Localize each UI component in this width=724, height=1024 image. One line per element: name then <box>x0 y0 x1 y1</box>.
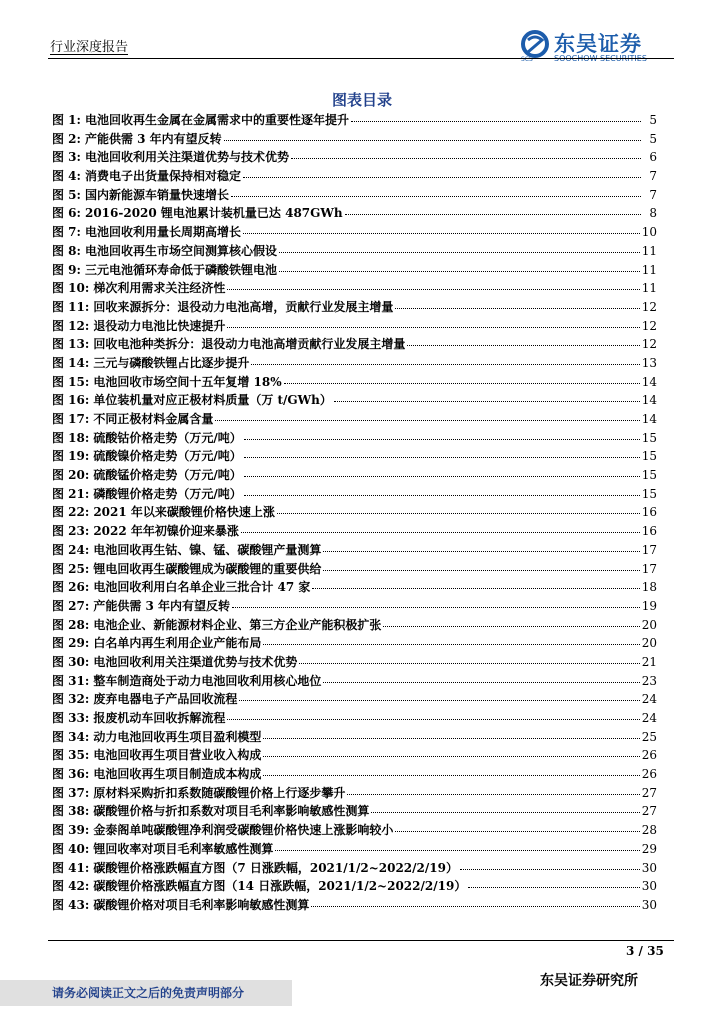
toc-entry-number: 图 16: <box>52 393 90 408</box>
toc-entry[interactable] <box>52 298 657 317</box>
toc-leader-dots <box>227 708 639 720</box>
toc-entry[interactable] <box>52 167 657 186</box>
toc-leader-dots <box>468 876 639 888</box>
toc-entry[interactable] <box>52 672 657 691</box>
toc-entry[interactable] <box>52 896 657 915</box>
toc-entry[interactable] <box>52 261 657 280</box>
svg-text:SCS: SCS <box>521 56 533 62</box>
toc-entry-title[interactable]: 电池回收市场空间十五年复增 18% <box>93 374 282 389</box>
toc-leader-dots <box>263 727 639 739</box>
toc-leader-dots <box>241 521 640 533</box>
toc-entry-page[interactable]: 25 <box>641 729 657 744</box>
toc-entry-title[interactable]: 动力电池回收再生项目盈利模型 <box>93 729 262 744</box>
toc-entry-title[interactable]: 电池回收利用量长周期高增长 <box>84 225 241 240</box>
toc-entry-page[interactable]: 21 <box>641 654 657 669</box>
toc-entry[interactable] <box>52 709 657 728</box>
toc-entry-number: 图 28: <box>52 617 90 632</box>
toc-entry-number: 图 26: <box>52 580 90 595</box>
toc-entry[interactable] <box>52 653 657 672</box>
toc-entry-page[interactable]: 15 <box>641 430 657 445</box>
disclaimer-bar <box>0 980 292 1006</box>
company-name: 东吴证券研究所 <box>540 973 638 989</box>
toc-entry-title[interactable]: 整车制造商处于动力电池回收利用核心地位 <box>93 673 322 688</box>
toc-entry-number: 图 35: <box>52 748 90 763</box>
toc-entry[interactable] <box>52 690 657 709</box>
toc-entry-title[interactable]: 电池回收再生项目制造成本构成 <box>93 767 262 782</box>
toc-entry-number: 图 22: <box>52 505 90 520</box>
toc-entry-page[interactable]: 18 <box>641 580 657 595</box>
toc-entry-number: 图 37: <box>52 785 90 800</box>
toc-entry-page[interactable]: 12 <box>641 337 657 352</box>
toc-leader-dots <box>227 316 639 328</box>
toc-entry-number: 图 14: <box>52 355 90 370</box>
toc-entry-title[interactable]: 电池回收再生市场空间测算核心假设 <box>84 243 277 258</box>
toc-entry-page[interactable]: 26 <box>641 767 657 782</box>
toc-entry-title[interactable]: 2022 年年初镍价迎来暴涨 <box>93 524 239 539</box>
toc-entry-title[interactable]: 梯次利用需求关注经济性 <box>93 281 226 296</box>
toc-entry-number: 图 2: <box>52 131 81 146</box>
toc-entry-page[interactable]: 28 <box>641 823 657 838</box>
toc-entry-title[interactable]: 2021 年以来碳酸锂价格快速上涨 <box>93 505 275 520</box>
toc-leader-dots <box>232 596 640 608</box>
toc-leader-dots <box>239 689 639 701</box>
toc-entry[interactable] <box>52 186 657 205</box>
toc-entry-number: 图 25: <box>52 561 90 576</box>
toc-leader-dots <box>284 372 640 384</box>
toc-entry-title[interactable]: 不同正极材料金属含量 <box>93 412 214 426</box>
toc-entry[interactable] <box>52 130 657 149</box>
company-logo <box>520 28 672 70</box>
toc-leader-dots <box>323 559 639 571</box>
toc-entry[interactable] <box>52 485 657 504</box>
toc-entry[interactable] <box>52 335 657 354</box>
toc-entry-number: 图 18: <box>52 430 90 445</box>
toc-entry[interactable] <box>52 541 657 560</box>
toc-entry-title[interactable]: 三元电池循环寿命低于磷酸铁锂电池 <box>84 262 277 277</box>
toc-entry-number: 图 32: <box>52 692 90 707</box>
toc-entry-title[interactable]: 金泰阁单吨碳酸锂净利润受碳酸锂价格快速上涨影响较小 <box>93 823 394 838</box>
toc-entry-title[interactable]: 报废机动车回收拆解流程 <box>93 711 226 725</box>
toc-entry-page[interactable]: 30 <box>641 897 657 912</box>
toc-leader-dots <box>263 764 639 776</box>
toc-entry-title[interactable]: 电池回收再生项目营业收入构成 <box>93 748 262 763</box>
toc-entry-page[interactable]: 6 <box>649 150 657 165</box>
toc-entry-title[interactable]: 碳酸锂价格对项目毛利率影响敏感性测算 <box>93 897 310 912</box>
toc-entry-page[interactable]: 17 <box>641 542 657 557</box>
toc-entry-number: 图 41: <box>52 860 90 875</box>
toc-entry-page[interactable]: 16 <box>641 505 657 520</box>
toc-entry-page[interactable]: 7 <box>649 169 657 184</box>
toc-leader-dots <box>460 858 640 870</box>
toc-entry-title[interactable]: 电池回收利用白名单企业三批合计 47 家 <box>93 580 311 595</box>
toc-entry-page[interactable]: 30 <box>641 860 657 875</box>
toc-entry-page[interactable]: 24 <box>641 711 657 725</box>
toc-entry[interactable] <box>52 597 657 616</box>
toc-entry-number: 图 1: <box>52 113 81 127</box>
toc-entry-page[interactable]: 12 <box>641 299 657 314</box>
toc-entry[interactable] <box>52 148 657 167</box>
toc-entry[interactable] <box>52 373 657 392</box>
toc-entry-number: 图 11: <box>52 299 90 314</box>
toc-entry-number: 图 31: <box>52 673 90 688</box>
toc-entry-number: 图 4: <box>52 169 81 184</box>
toc-entry[interactable] <box>52 578 657 597</box>
toc-entry-number: 图 42: <box>52 879 90 894</box>
report-category: 行业深度报告 <box>50 40 129 55</box>
toc-entry[interactable] <box>52 560 657 579</box>
toc-leader-dots <box>323 671 639 683</box>
toc-entry-title[interactable]: 退役动力电池比快速提升 <box>93 318 226 333</box>
toc-entry-title[interactable]: 电池回收利用关注渠道优势与技术优势 <box>93 654 298 669</box>
toc-entry[interactable] <box>52 728 657 747</box>
toc-leader-dots <box>383 615 639 627</box>
toc-entry-title[interactable]: 硫酸锰价格走势（万元/吨） <box>93 468 242 483</box>
toc-entry-title[interactable]: 三元与磷酸铁锂占比逐步提升 <box>93 355 250 370</box>
toc-entry[interactable] <box>52 840 657 859</box>
toc-leader-dots <box>263 745 639 757</box>
toc-entry-page[interactable]: 14 <box>641 374 657 389</box>
toc-entry-title[interactable]: 回收来源拆分：退役动力电池高增，贡献行业发展主增量 <box>93 299 394 314</box>
toc-entry-page[interactable]: 19 <box>641 598 657 613</box>
toc-entry-page[interactable]: 17 <box>641 561 657 576</box>
toc-entry-number: 图 19: <box>52 449 90 464</box>
toc-leader-dots <box>231 185 641 197</box>
toc-entry-number: 图 15: <box>52 374 90 389</box>
toc-leader-dots <box>227 278 639 290</box>
toc-leader-dots <box>407 334 639 346</box>
toc-entry[interactable] <box>52 111 657 130</box>
toc-leader-dots <box>215 409 639 421</box>
toc-entry-page[interactable]: 5 <box>649 131 657 146</box>
toc-leader-dots <box>244 428 640 440</box>
toc-leader-dots <box>277 502 640 514</box>
disclaimer-text: 请务必阅读正文之后的免责声明部分 <box>52 986 245 1000</box>
toc-entry-number: 图 39: <box>52 823 90 838</box>
toc-leader-dots <box>263 633 639 645</box>
toc-leader-dots <box>243 166 641 178</box>
toc-entry-number: 图 36: <box>52 767 90 782</box>
header-rule <box>48 58 674 59</box>
toc-leader-dots <box>371 801 639 813</box>
toc-entry[interactable] <box>52 802 657 821</box>
toc-entry[interactable] <box>52 466 657 485</box>
toc-leader-dots <box>312 577 639 589</box>
toc-entry[interactable] <box>52 877 657 896</box>
toc-entry[interactable] <box>52 204 657 223</box>
toc-entry[interactable] <box>52 410 657 429</box>
toc-entry[interactable] <box>52 522 657 541</box>
toc-entry-number: 图 7: <box>52 225 81 240</box>
toc-entry[interactable] <box>52 784 657 803</box>
toc-entry-title[interactable]: 产能供需 3 年内有望反转 <box>93 598 231 613</box>
toc-entry-title[interactable]: 国内新能源车销量快速增长 <box>84 187 229 202</box>
toc-entry-title[interactable]: 碳酸锂价格涨跌幅直方图（14 日涨跌幅，2021/1/2~2022/2/19） <box>93 879 467 894</box>
toc-entry-title[interactable]: 2016-2020 锂电池累计装机量已达 487GWh <box>84 206 343 221</box>
toc-entry-number: 图 33: <box>52 711 90 725</box>
page-number: 3 / 35 <box>626 944 664 958</box>
toc-entry[interactable] <box>52 279 657 298</box>
toc-entry-title[interactable]: 单位装机量对应正极材料质量（万 t/GWh） <box>93 393 332 408</box>
toc-entry-page[interactable]: 26 <box>641 748 657 763</box>
toc-entry-number: 图 29: <box>52 636 90 651</box>
toc-entry-page[interactable]: 23 <box>641 673 657 688</box>
toc-entry-number: 图 10: <box>52 281 90 296</box>
toc-leader-dots <box>351 110 641 122</box>
toc-leader-dots <box>334 390 640 402</box>
toc-entry[interactable] <box>52 447 657 466</box>
toc-entry[interactable] <box>52 634 657 653</box>
toc-entry-number: 图 24: <box>52 542 90 557</box>
toc-entry-page[interactable]: 16 <box>641 524 657 539</box>
toc-entry-page[interactable]: 12 <box>641 318 657 333</box>
toc-entry-number: 图 20: <box>52 468 90 483</box>
toc-entry-title[interactable]: 锂回收率对项目毛利率敏感性测算 <box>93 841 274 856</box>
toc-entry-number: 图 43: <box>52 897 90 912</box>
toc-entry-title[interactable]: 产能供需 3 年内有望反转 <box>84 131 222 146</box>
toc-entry-title[interactable]: 磷酸锂价格走势（万元/吨） <box>93 486 242 501</box>
toc-entry-page[interactable]: 10 <box>641 225 657 240</box>
toc-entry[interactable] <box>52 223 657 242</box>
toc-leader-dots <box>323 540 639 552</box>
toc-entry-number: 图 21: <box>52 486 90 501</box>
toc-entry-page[interactable]: 13 <box>641 355 657 370</box>
toc-leader-dots <box>395 297 639 309</box>
toc-entry-page[interactable]: 29 <box>641 841 657 856</box>
toc-entry-number: 图 13: <box>52 337 90 352</box>
toc-entry-title[interactable]: 硫酸钴价格走势（万元/吨） <box>93 430 242 445</box>
toc-leader-dots <box>244 484 640 496</box>
toc-entry-number: 图 30: <box>52 654 90 669</box>
toc-leader-dots <box>279 260 640 272</box>
toc-leader-dots <box>395 820 639 832</box>
toc-entry-title[interactable]: 碳酸锂价格涨跌幅直方图（7 日涨跌幅，2021/1/2~2022/2/19） <box>93 860 458 875</box>
toc-entry-number: 图 34: <box>52 729 90 744</box>
toc-entry-number: 图 27: <box>52 598 90 613</box>
page-title: 图表目录 <box>331 91 392 109</box>
toc-leader-dots <box>224 129 641 141</box>
toc-entry-page[interactable]: 14 <box>641 393 657 408</box>
toc-entry-number: 图 9: <box>52 262 81 277</box>
toc-entry-page[interactable]: 11 <box>641 281 657 296</box>
toc-entry-number: 图 38: <box>52 804 90 819</box>
toc-entry-page[interactable]: 5 <box>649 113 657 127</box>
toc-entry[interactable] <box>52 821 657 840</box>
toc-entry-title[interactable]: 电池企业、新能源材料企业、第三方企业产能积极扩张 <box>93 617 382 632</box>
toc-leader-dots <box>244 446 640 458</box>
toc-entry-title[interactable]: 废弃电器电子产品回收流程 <box>93 692 238 707</box>
toc-entry-number: 图 3: <box>52 150 81 165</box>
toc-entry-page[interactable]: 15 <box>641 449 657 464</box>
toc-entry-title[interactable]: 原材料采购折扣系数随碳酸锂价格上行逐步攀升 <box>93 785 346 800</box>
toc-entry[interactable] <box>52 242 657 261</box>
toc-entry-page[interactable]: 20 <box>641 636 657 651</box>
logo-en-text: SOOCHOW SECURITIES <box>554 54 647 63</box>
logo-cn-text: 东吴证券 <box>554 32 642 56</box>
toc-entry-number: 图 40: <box>52 841 90 856</box>
toc-entry[interactable] <box>52 503 657 522</box>
toc-entry-page[interactable]: 8 <box>649 206 657 221</box>
toc-entry-page[interactable]: 14 <box>641 412 657 426</box>
toc-entry[interactable] <box>52 391 657 410</box>
toc-entry[interactable] <box>52 429 657 448</box>
toc-entry[interactable] <box>52 354 657 373</box>
toc-leader-dots <box>299 652 639 664</box>
toc-entry-title[interactable]: 硫酸镍价格走势（万元/吨） <box>93 449 242 464</box>
toc-leader-dots <box>345 203 641 215</box>
toc-entry-title[interactable]: 电池回收再生钴、镍、锰、碳酸锂产量测算 <box>93 542 322 557</box>
toc-entry-page[interactable]: 30 <box>641 879 657 894</box>
toc-leader-dots <box>311 895 639 907</box>
toc-entry-number: 图 8: <box>52 243 81 258</box>
toc-entry-title[interactable]: 电池回收再生金属在金属需求中的重要性逐年提升 <box>84 113 349 127</box>
toc-entry-page[interactable]: 20 <box>641 617 657 632</box>
toc-entry-page[interactable]: 7 <box>649 187 657 202</box>
toc-entry-number: 图 6: <box>52 206 81 221</box>
toc-leader-dots <box>243 222 640 234</box>
toc-entry-number: 图 5: <box>52 187 81 202</box>
toc-entry-page[interactable]: 27 <box>641 785 657 800</box>
toc-entry[interactable] <box>52 765 657 784</box>
table-of-figures <box>52 111 657 915</box>
toc-entry-title[interactable]: 锂电回收再生碳酸锂成为碳酸锂的重要供给 <box>93 561 322 576</box>
toc-entry-page[interactable]: 27 <box>641 804 657 819</box>
toc-leader-dots <box>291 147 641 159</box>
toc-entry-page[interactable]: 11 <box>641 262 657 277</box>
toc-leader-dots <box>347 783 639 795</box>
toc-leader-dots <box>279 241 640 253</box>
toc-entry[interactable] <box>52 746 657 765</box>
toc-entry-title[interactable]: 碳酸锂价格与折扣系数对项目毛利率影响敏感性测算 <box>93 804 370 819</box>
toc-entry-number: 图 23: <box>52 524 90 539</box>
toc-entry-title[interactable]: 电池回收利用关注渠道优势与技术优势 <box>84 150 289 165</box>
toc-entry-number: 图 12: <box>52 318 90 333</box>
toc-leader-dots <box>275 839 639 851</box>
toc-entry[interactable] <box>52 859 657 878</box>
toc-entry[interactable] <box>52 616 657 635</box>
toc-leader-dots <box>244 465 640 477</box>
toc-leader-dots <box>251 353 639 365</box>
toc-entry[interactable] <box>52 317 657 336</box>
toc-entry-page[interactable]: 11 <box>641 243 657 258</box>
toc-entry-title[interactable]: 回收电池种类拆分：退役动力电池高增贡献行业发展主增量 <box>93 337 406 352</box>
toc-entry-page[interactable]: 15 <box>641 486 657 501</box>
toc-entry-page[interactable]: 15 <box>641 468 657 483</box>
footer-rule <box>48 940 674 941</box>
toc-entry-page[interactable]: 24 <box>641 692 657 707</box>
toc-entry-title[interactable]: 消费电子出货量保持相对稳定 <box>84 169 241 184</box>
toc-entry-number: 图 17: <box>52 412 90 426</box>
toc-entry-title[interactable]: 白名单内再生利用企业产能布局 <box>93 636 262 651</box>
